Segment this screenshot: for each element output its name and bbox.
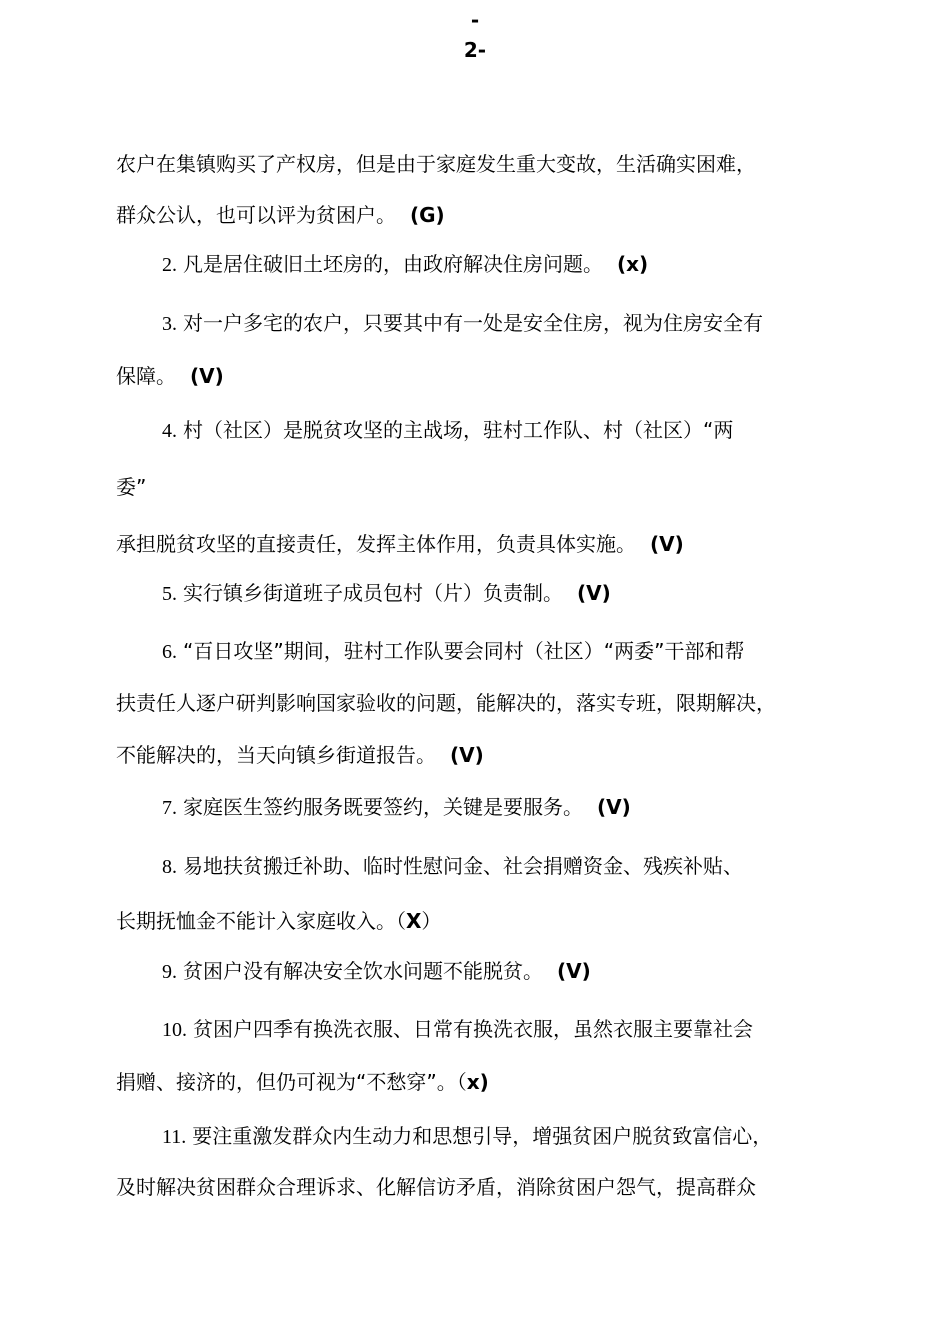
- line-text: 承担脱贫攻坚的直接责任，发挥主体作用，负责具体实施。: [116, 532, 636, 556]
- page-number: 2-: [463, 38, 487, 62]
- text-line: [116, 1072, 489, 1092]
- line-text: 家庭医生签约服务既要签约，关键是要服务。: [183, 795, 583, 819]
- item-number: 8.: [162, 856, 177, 878]
- item-number: 9.: [162, 961, 177, 983]
- list-item-7: [162, 797, 631, 818]
- line-text: 贫困户没有解决安全饮水问题不能脱贫。: [183, 959, 543, 983]
- answer-mark: x): [466, 1070, 489, 1094]
- text-line: 农户在集镇购买了产权房，但是由于家庭发生重大变故，生活确实困难，: [116, 152, 756, 176]
- line-text-end: ）: [421, 909, 442, 933]
- list-item-11: [162, 1126, 772, 1147]
- text-line: 及时解决贫困群众合理诉求、化解信访矛盾，消除贫困户怨气，提高群众: [116, 1175, 756, 1199]
- answer-mark: (V): [190, 364, 224, 388]
- answer-mark: (V): [577, 581, 611, 605]
- text-line: [116, 534, 684, 554]
- item-number: 11.: [162, 1126, 187, 1148]
- line-text: 长期抚恤金不能计入家庭收入。（: [116, 909, 406, 933]
- answer-mark: X: [406, 909, 422, 933]
- list-item-8: [162, 856, 743, 877]
- answer-mark: (V): [597, 795, 631, 819]
- line-text: 易地扶贫搬迁补助、临时性慰问金、社会捐赠资金、残疾补贴、: [183, 854, 743, 878]
- line-text: 群众公认，也可以评为贫困户。: [116, 203, 396, 227]
- list-item-5: [162, 583, 611, 604]
- answer-mark: (V): [650, 532, 684, 556]
- list-item-9: [162, 961, 591, 982]
- line-text: 凡是居住破旧土坯房的，由政府解决住房问题。: [183, 252, 603, 276]
- answer-mark: (V): [557, 959, 591, 983]
- line-text: 捐赠、接济的，但仍可视为“不愁穿”。（: [116, 1070, 467, 1094]
- item-number: 6.: [162, 641, 177, 663]
- text-line: [116, 745, 484, 765]
- list-item-3: [162, 313, 763, 334]
- item-number: 10.: [162, 1019, 187, 1041]
- text-line: 委”: [116, 475, 147, 499]
- line-text: 保障。: [116, 364, 176, 388]
- item-number: 4.: [162, 420, 177, 442]
- list-item-2: [162, 254, 648, 275]
- answer-mark: (G): [410, 203, 445, 227]
- line-text: “百日攻坚”期间，驻村工作队要会同村（社区）“两委”干部和帮: [183, 639, 745, 663]
- item-number: 2.: [162, 254, 177, 276]
- list-item-10: [162, 1019, 753, 1040]
- line-text: 贫困户四季有换洗衣服、日常有换洗衣服，虽然衣服主要靠社会: [193, 1017, 753, 1041]
- item-number: 3.: [162, 313, 177, 335]
- line-text: 对一户多宅的农户，只要其中有一处是安全住房，视为住房安全有: [183, 311, 763, 335]
- answer-mark: (x): [617, 252, 649, 276]
- line-text: 实行镇乡街道班子成员包村（片）负责制。: [183, 581, 563, 605]
- item-number: 7.: [162, 797, 177, 819]
- text-line: [116, 911, 441, 931]
- text-line: [116, 366, 224, 386]
- page-header-dash: -: [470, 8, 480, 32]
- item-number: 5.: [162, 583, 177, 605]
- line-text: 村（社区）是脱贫攻坚的主战场，驻村工作队、村（社区）“两: [183, 418, 734, 442]
- answer-mark: (V): [450, 743, 484, 767]
- list-item-4: [162, 420, 733, 441]
- text-line: [116, 205, 445, 225]
- text-line: 扶责任人逐户研判影响国家验收的问题，能解决的，落实专班，限期解决，: [116, 691, 776, 715]
- line-text: 要注重激发群众内生动力和思想引导，增强贫困户脱贫致富信心，: [192, 1124, 773, 1148]
- list-item-6: [162, 641, 744, 662]
- line-text: 不能解决的，当天向镇乡街道报告。: [116, 743, 436, 767]
